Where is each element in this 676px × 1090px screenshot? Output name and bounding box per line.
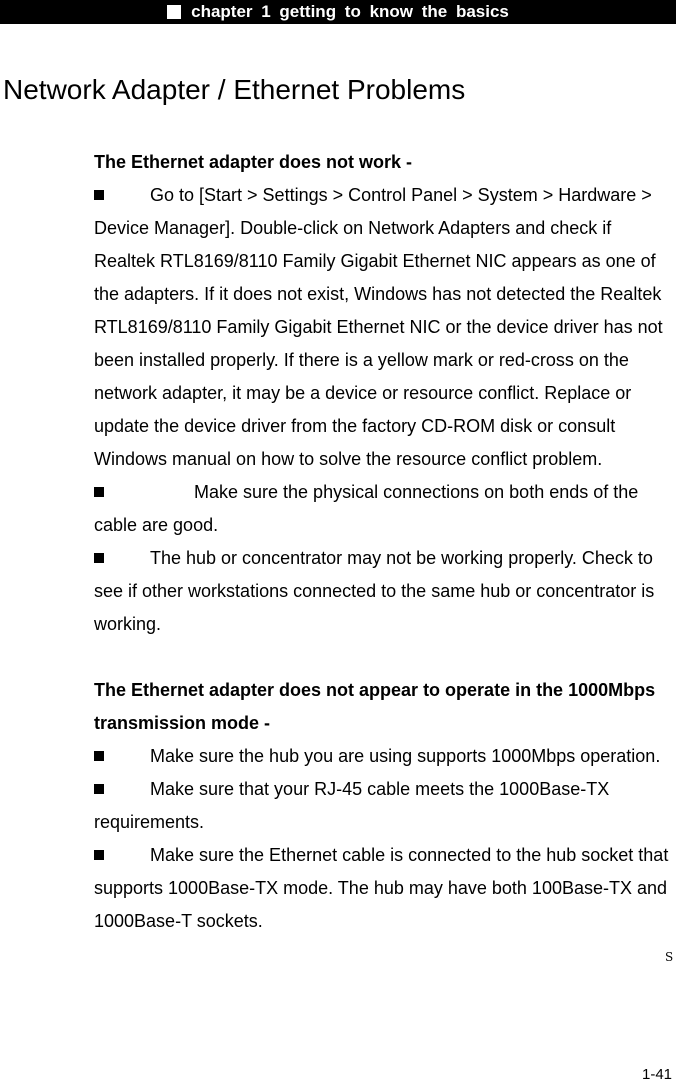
- list-item: [94, 179, 676, 476]
- list-item-text: Make sure the hub you are using supports 1000Mbps operation.: [150, 746, 661, 766]
- chapter-header-bar: [0, 0, 676, 24]
- square-bullet-icon: [94, 553, 104, 563]
- page-title: Network Adapter / Ethernet Problems: [3, 74, 466, 105]
- list-item-text: Make sure that your RJ-45 cable meets the 1000Base-TX requirements.: [94, 779, 610, 832]
- section-spacer: [94, 641, 676, 674]
- square-bullet-icon: [94, 850, 104, 860]
- section-heading-not-work: The Ethernet adapter does not work -: [94, 152, 413, 172]
- list-item-text: Make sure the physical connections on both ends of the cable are good.: [94, 482, 639, 535]
- margin-mark: S: [665, 950, 674, 964]
- section-heading-1000mbps: The Ethernet adapter does not appear to operate in the 1000Mbps transmission mode -: [94, 680, 656, 733]
- chapter-header-text: chapter 1 getting to know the basics: [191, 2, 509, 21]
- list-item: [94, 476, 676, 542]
- square-bullet-icon: [94, 190, 104, 200]
- square-bullet-icon: [94, 487, 104, 497]
- list-item-text: Go to [Start > Settings > Control Panel > System > Hardware > Device Manager]. Double-click on Network Adapters and check if Realtek RTL8169/8110 Family Gigabit Ethernet NIC appears as one of the adapters. If it does not exist, Windows has not detected the Realtek RTL8169/8110 Family Gigabit Ethernet NIC or the device driver has not been installed properly. If there is a yellow mark or red-cross on the network adapter, it may be a device or resource conflict. Replace or update the device driver from the factory CD-ROM disk or consult Windows manual on how to solve the resource conflict problem.: [94, 185, 663, 469]
- page-content: [94, 146, 676, 938]
- page-number: 1-41: [642, 1066, 673, 1083]
- list-item: [94, 773, 676, 839]
- list-item-text: Make sure the Ethernet cable is connected to the hub socket that supports 1000Base-TX mode. The hub may have both 100Base-TX and 1000Base-T sockets.: [94, 845, 669, 931]
- square-bullet-icon: [167, 5, 181, 19]
- list-item: [94, 839, 676, 938]
- list-item: [94, 740, 676, 773]
- square-bullet-icon: [94, 751, 104, 761]
- list-item: [94, 542, 676, 641]
- square-bullet-icon: [94, 784, 104, 794]
- list-item-text: The hub or concentrator may not be working properly. Check to see if other workstations connected to the same hub or concentrator is working.: [94, 548, 655, 634]
